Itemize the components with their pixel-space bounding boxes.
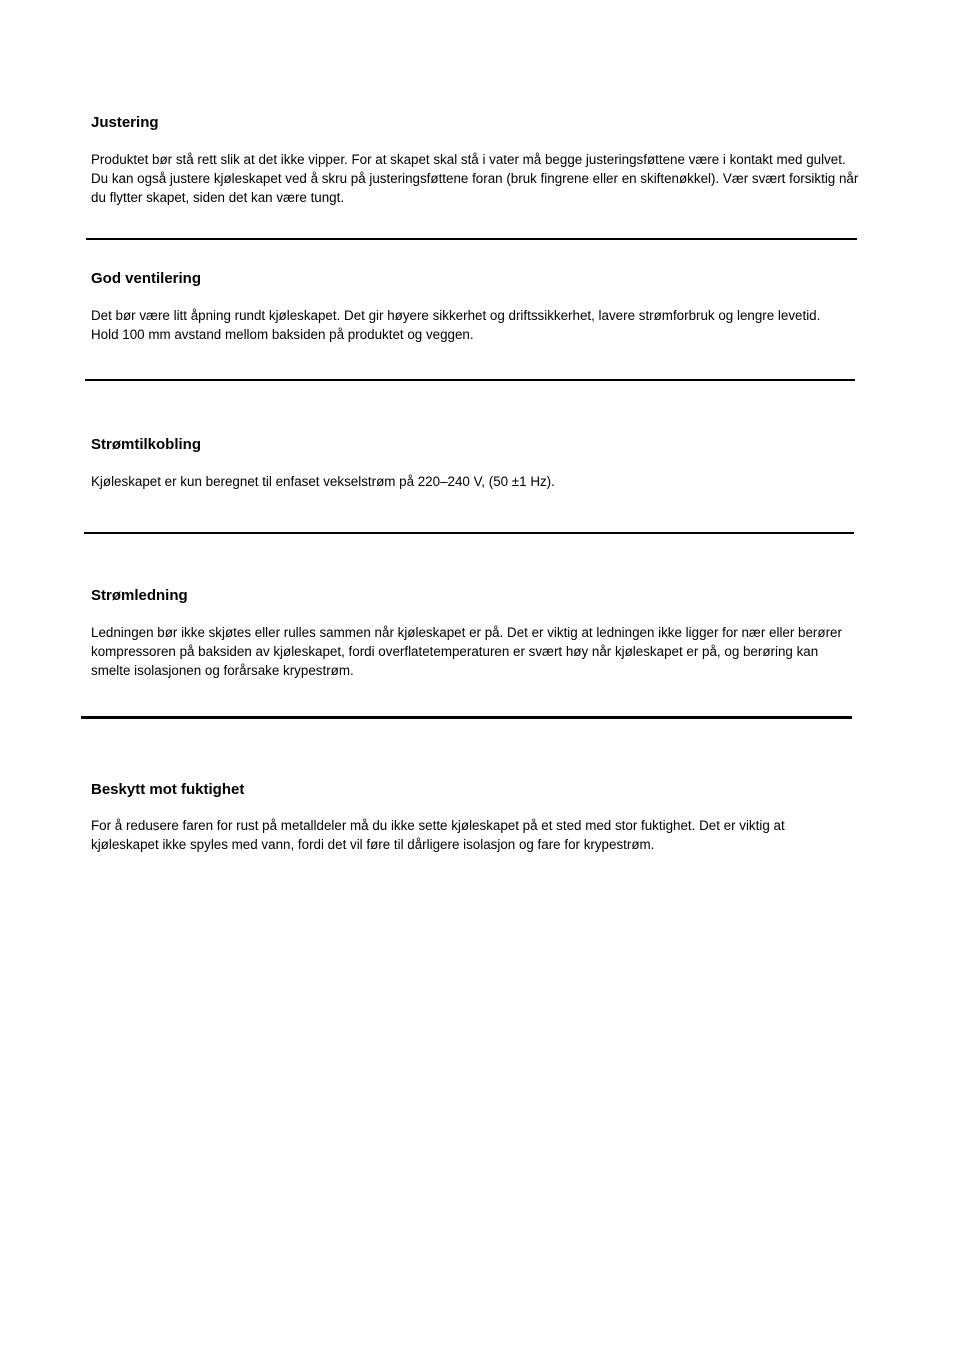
section-divider	[84, 532, 854, 534]
section-divider	[85, 379, 855, 381]
section-body-ventilering: Det bør være litt åpning rundt kjøleskapet. Det gir høyere sikkerhet og driftssikkerhet, lavere strømforbruk og lengre levetid. Hold 100 mm avstand mellom baksiden på produktet og veggen.	[91, 308, 821, 342]
section-heading-fuktighet: Beskytt mot fuktighet	[91, 781, 245, 798]
section-heading-justering: Justering	[91, 114, 159, 131]
section-body-justering: Produktet bør stå rett slik at det ikke vipper. For at skapet skal stå i vater må begge justeringsføttene være i kontakt med gulvet. Du kan også justere kjøleskapet ved å skru på justeringsføttene foran (bruk fingrene eller en skiftenøkkel). Vær svært forsiktig når du flytter skapet, siden det kan være tungt.	[91, 152, 859, 205]
section-heading-stromledning: Strømledning	[91, 587, 188, 604]
section-body-fuktighet: For å redusere faren for rust på metalldeler må du ikke sette kjøleskapet på et sted med stor fuktighet. Det er viktig at kjøleskapet ikke spyles med vann, fordi det vil føre til dårligere isolasjon og fare for krypestrøm.	[91, 818, 785, 852]
section-body-stromtilkobling: Kjøleskapet er kun beregnet til enfaset vekselstrøm på 220–240 V, (50 ±1 Hz).	[91, 474, 555, 489]
section-heading-ventilering: God ventilering	[91, 270, 202, 287]
section-body-stromledning: Ledningen bør ikke skjøtes eller rulles sammen når kjøleskapet er på. Det er viktig at ledningen ikke ligger for nær eller berører kompressoren på baksiden av kjøleskapet, fordi overflatetemperaturen er svært høy når kjøleskapet er på, og berøring kan smelte isolasjonen og forårsake krypestrøm.	[91, 625, 842, 678]
section-divider	[81, 716, 852, 719]
section-heading-stromtilkobling: Strømtilkobling	[91, 436, 201, 453]
section-divider	[86, 238, 857, 240]
